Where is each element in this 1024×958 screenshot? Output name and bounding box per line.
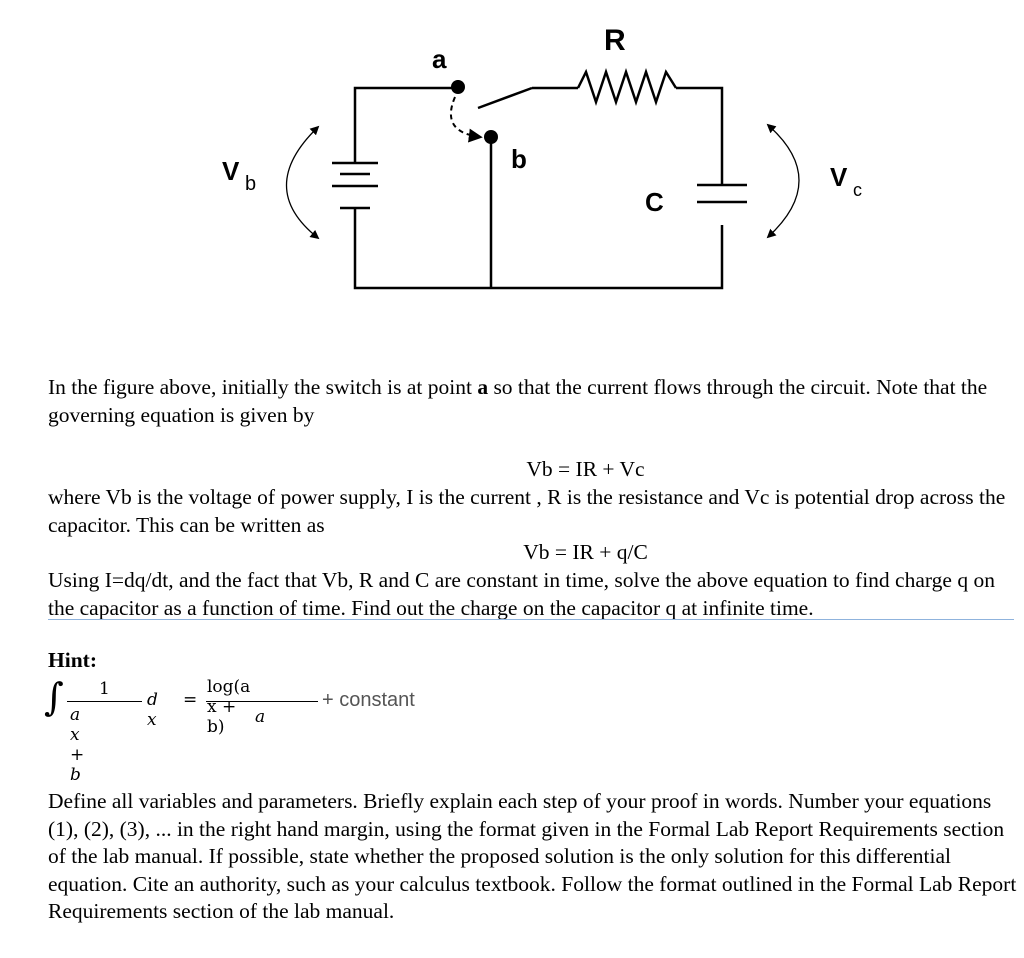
intro-bold-a: a	[477, 375, 489, 399]
resistor-zigzag	[578, 72, 676, 102]
equation-2: Vb = IR + q/C	[523, 540, 648, 564]
resistor-label: R	[604, 24, 626, 57]
wire-bottom	[355, 208, 722, 288]
vb-arrow	[287, 127, 319, 238]
circuit-wires	[355, 72, 722, 288]
dx-text: d x	[147, 690, 158, 730]
fraction-bar-left	[67, 701, 142, 702]
vc-label-main: V	[830, 162, 848, 192]
hint-label: Hint:	[48, 648, 97, 672]
spellcheck-underline	[48, 619, 1014, 620]
intro-paragraph	[48, 374, 1023, 429]
denominator-left: a x + b	[70, 705, 85, 785]
fraction-bar-right	[206, 701, 318, 702]
intro-text-1: In the figure above, initially the switch is at point	[48, 375, 478, 399]
wire-left-top	[355, 80, 458, 163]
numerator-right: log(a x + b)	[207, 677, 251, 737]
intro-text-2: so that the current flows through the circuit. Note that the governing equation is given by	[48, 375, 988, 427]
instructions-paragraph: Define all variables and parameters. Briefly explain each step of your proof in words. Number your equations (1), (2), (3), ... in the right hand margin, using the format given in the Formal Lab Report Requirements section of the lab manual. If possible, state whether the proposed solution is the only solution for this differential equation. Cite an authority, such as your calculus textbook. Follow the format outlined in the Formal Lab Report Requirements section of the lab manual.	[48, 789, 1017, 923]
node-b-dot	[484, 130, 498, 144]
equation-1: Vb = IR + Vc	[526, 457, 645, 481]
equals-sign: =	[183, 690, 198, 710]
node-a-dot	[451, 80, 465, 94]
constant-text: + constant	[322, 689, 415, 711]
wire-right-top	[676, 88, 722, 185]
switch-blade	[478, 88, 532, 108]
task-paragraph: Using I=dq/dt, and the fact that Vb, R and C are constant in time, solve the above equation to find charge q on the capacitor as a function of time. Find out the charge on the capacitor q at infinite time.	[48, 568, 995, 620]
vb-label-main: V	[222, 156, 240, 186]
vb-label-sub: b	[245, 173, 257, 195]
denominator-right: a	[255, 707, 266, 727]
battery-symbol	[332, 163, 378, 208]
capacitor-label: C	[645, 187, 664, 217]
capacitor-symbol	[697, 185, 747, 202]
numerator-left: 1	[99, 679, 110, 699]
node-a-label: a	[432, 44, 447, 74]
circuit-diagram	[0, 0, 1024, 340]
vc-arrow	[768, 125, 799, 237]
integral-sign: ∫	[44, 675, 64, 719]
switch-motion-arrow	[451, 97, 480, 137]
vc-label-sub: c	[853, 180, 862, 200]
definitions-paragraph: where Vb is the voltage of power supply, I is the current , R is the resistance and Vc is potential drop across the capacitor. This can be written as	[48, 485, 1006, 537]
node-b-label: b	[511, 144, 527, 174]
